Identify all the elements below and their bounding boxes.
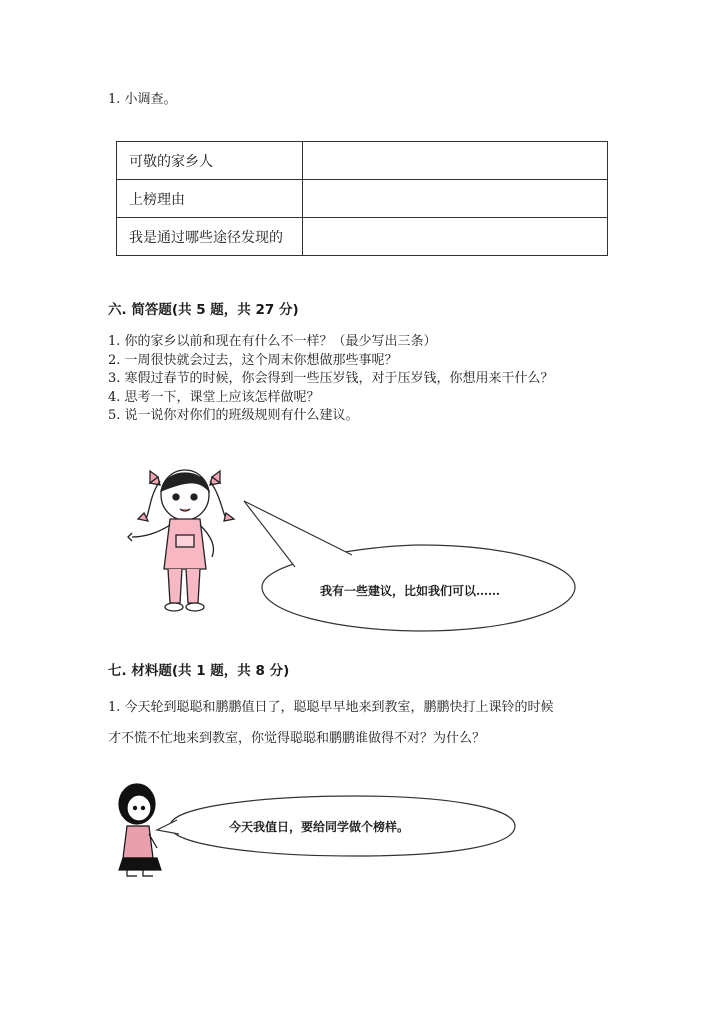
paragraph-line: 1. 今天轮到聪聪和鹏鹏值日了，聪聪早早地来到教室，鹏鹏快打上课铃的时候 bbox=[108, 700, 554, 715]
table-cell-label: 可敬的家乡人 bbox=[117, 142, 303, 180]
question-intro: 1. 小调查。 bbox=[108, 92, 177, 107]
table-cell-label: 我是通过哪些途径发现的 bbox=[117, 218, 303, 256]
question-list bbox=[108, 333, 554, 426]
list-item: 2. 一周很快就会过去，这个周末你想做那些事呢？ bbox=[108, 352, 398, 368]
survey-table bbox=[116, 141, 608, 256]
list-item: 5. 说一说你对你们的班级规则有什么建议。 bbox=[108, 408, 359, 424]
section-title: 七. 材料题(共 1 题，共 8 分) bbox=[108, 663, 290, 679]
girl-figure bbox=[119, 784, 161, 876]
section-title: 六. 简答题(共 5 题，共 27 分) bbox=[108, 302, 299, 318]
speech-bubble-text: 我有一些建议，比如我们可以…… bbox=[320, 584, 501, 598]
speech-bubble-text: 今天我值日，要给同学做个榜样。 bbox=[229, 820, 410, 834]
girl-figure bbox=[128, 470, 234, 611]
speech-bubble bbox=[244, 501, 575, 631]
table-cell-answer[interactable] bbox=[303, 180, 608, 218]
material-paragraph bbox=[108, 692, 608, 754]
list-item: 1. 你的家乡以前和现在有什么不一样？（最少写出三条） bbox=[108, 334, 437, 349]
table-row bbox=[117, 180, 608, 218]
table-cell-label: 上榜理由 bbox=[117, 180, 303, 218]
table-row bbox=[117, 142, 608, 180]
list-item: 3. 寒假过春节的时候，你会得到一些压岁钱，对于压岁钱，你想用来干什么？ bbox=[108, 371, 554, 387]
table-cell-answer[interactable] bbox=[303, 218, 608, 256]
table-row bbox=[117, 218, 608, 256]
paragraph-line: 才不慌不忙地来到教室，你觉得聪聪和鹏鹏谁做得不对？为什么？ bbox=[108, 731, 486, 746]
list-item: 4. 思考一下，课堂上应该怎样做呢？ bbox=[108, 389, 320, 405]
girl-illustration bbox=[120, 455, 590, 635]
table-cell-answer[interactable] bbox=[303, 142, 608, 180]
